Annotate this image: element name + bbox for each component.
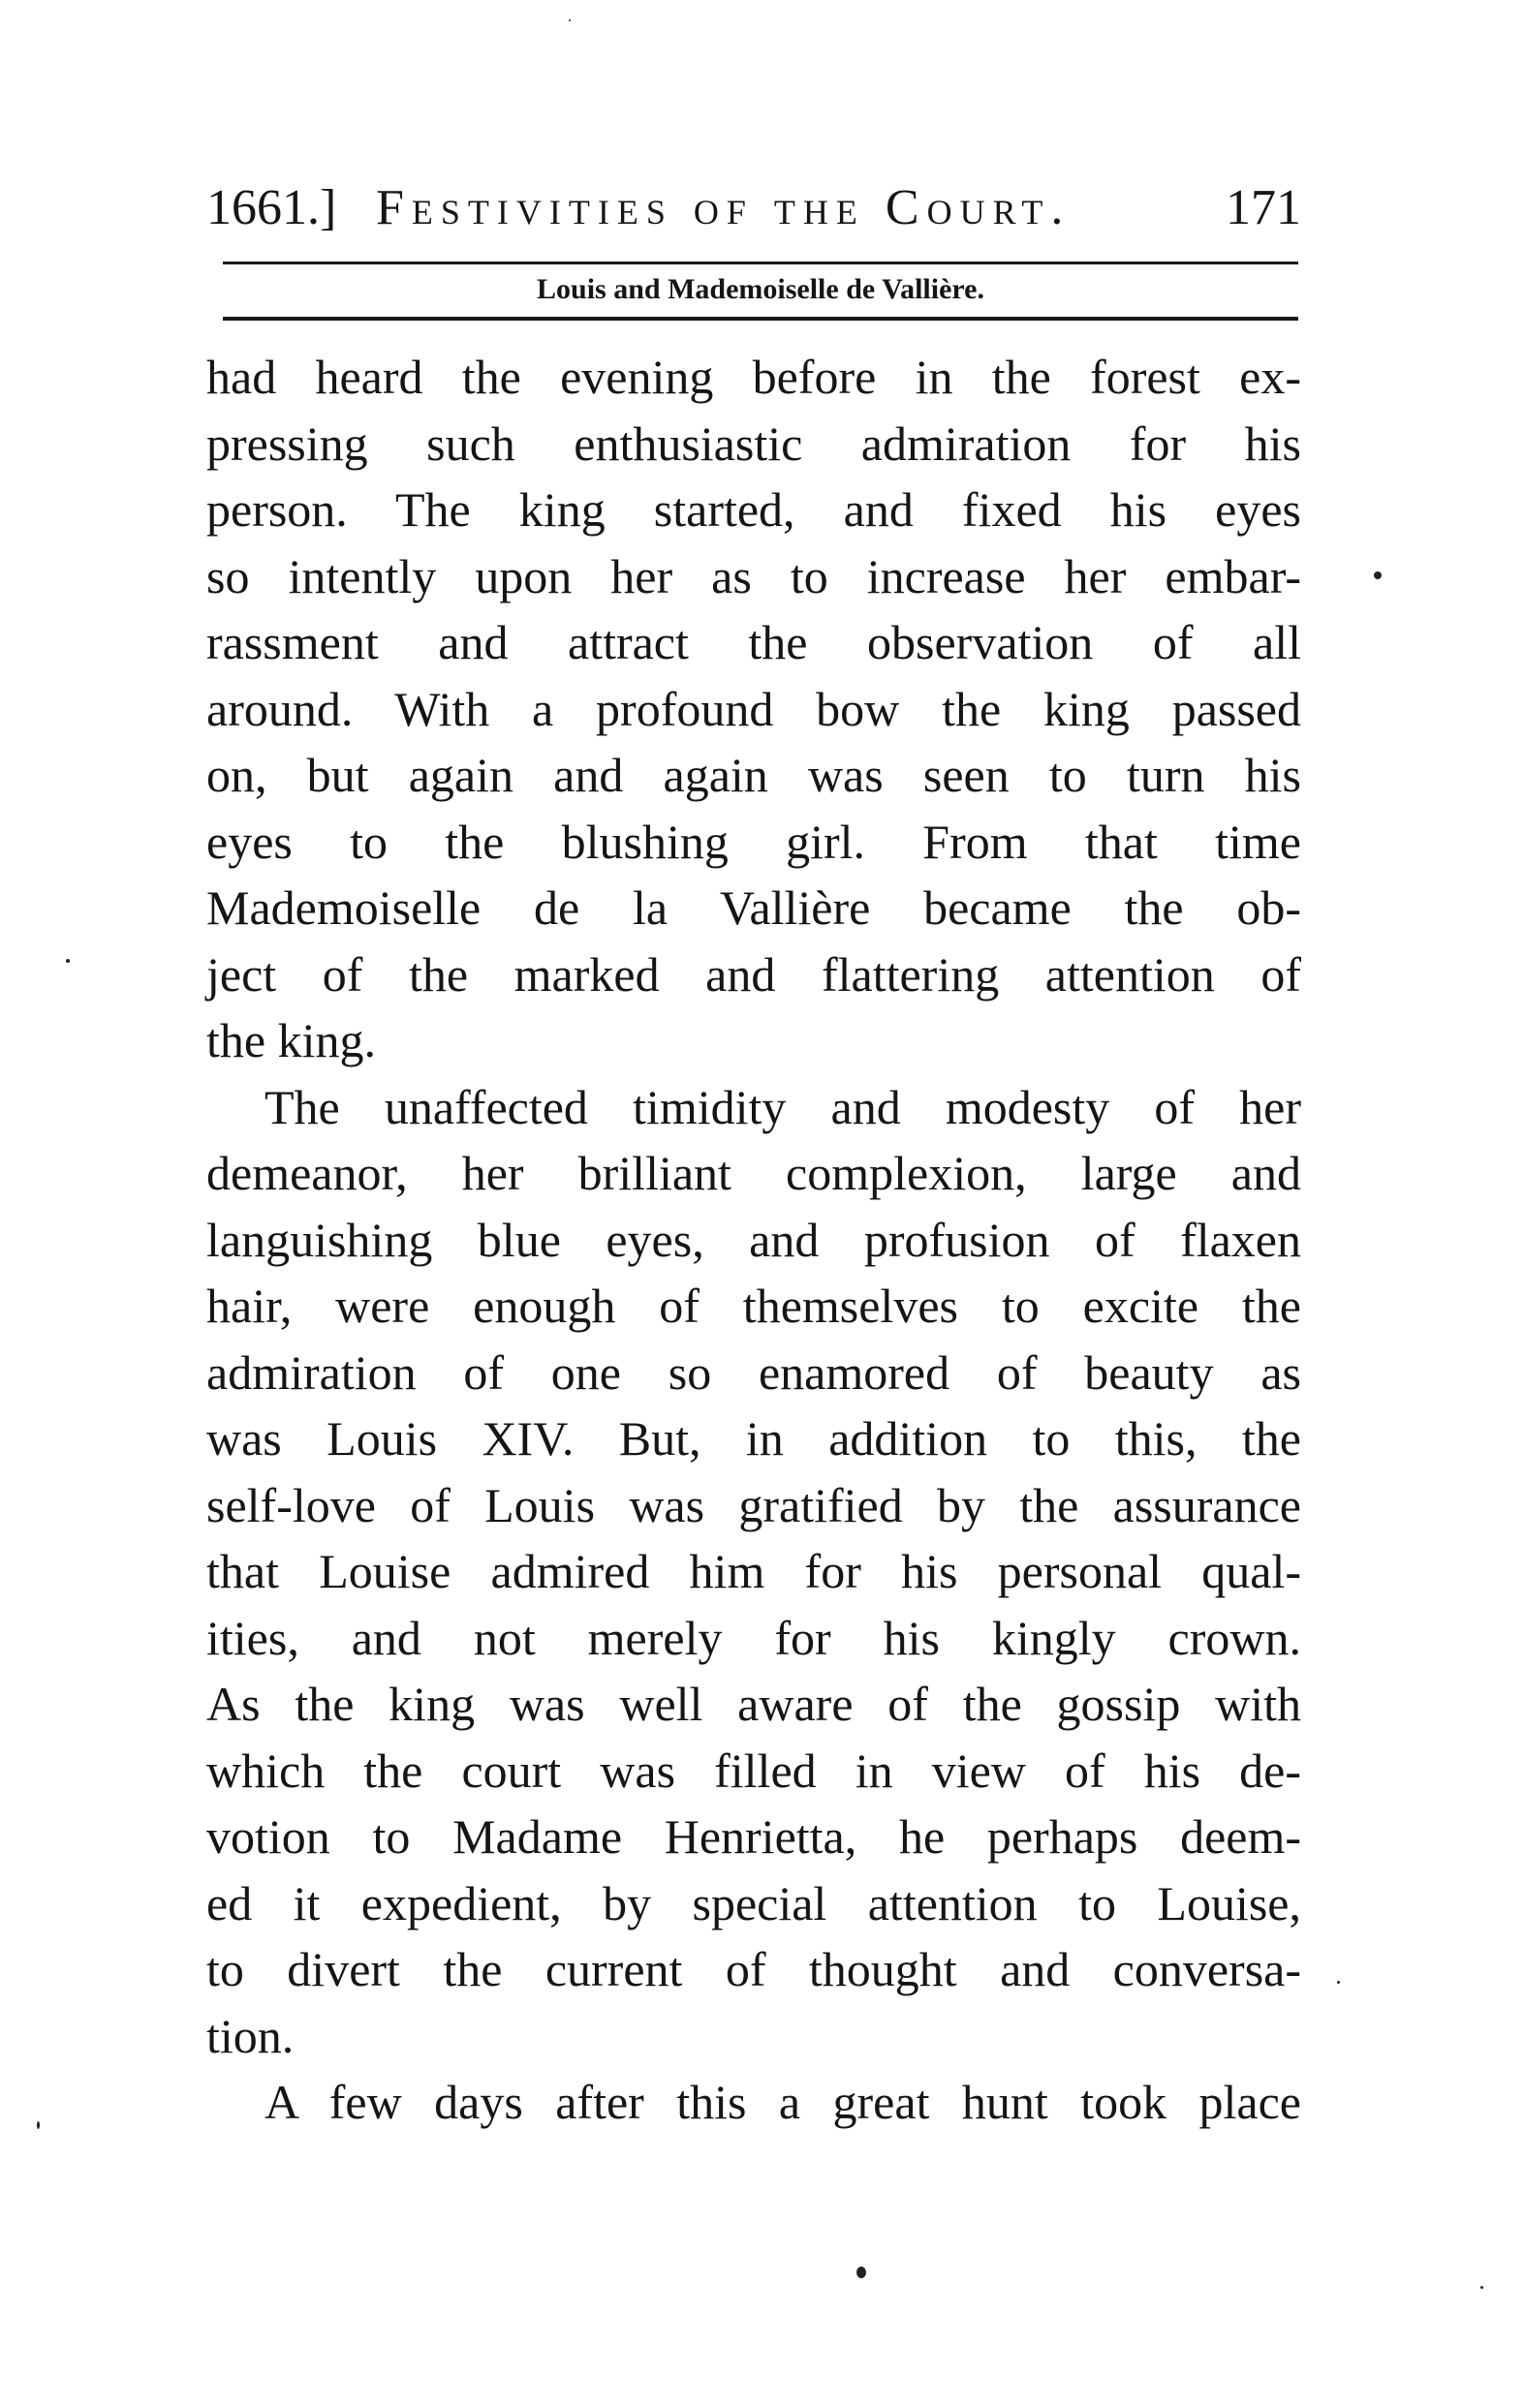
scan-speck	[856, 2267, 866, 2278]
scan-speck	[1337, 1981, 1340, 1984]
text-line: A few days after this a great hunt took place	[264, 2075, 1301, 2129]
text-line: was Louis XIV. But, in addition to this, the	[206, 1411, 1301, 1466]
body-text	[206, 344, 1301, 2136]
scan-speck	[569, 19, 571, 21]
scan-speck	[1480, 2286, 1483, 2289]
running-head-title: Festivities of the Court.	[376, 180, 1072, 235]
text-line: to divert the current of thought and conversa-	[206, 1942, 1301, 1996]
page-number: 171	[1226, 180, 1301, 235]
text-line: votion to Madame Henrietta, he perhaps deem-	[206, 1809, 1301, 1864]
text-line: tion.	[206, 2008, 295, 2063]
text-line: demeanor, her brilliant complexion, large and	[206, 1146, 1301, 1200]
text-line: that Louise admired him for his personal qual-	[206, 1544, 1301, 1598]
text-line: so intently upon her as to increase her embar-	[206, 548, 1301, 603]
text-line: Mademoiselle de la Vallière became the ob-	[206, 880, 1301, 935]
text-line: had heard the evening before in the forest ex-	[206, 350, 1301, 404]
text-line: The unaffected timidity and modesty of her	[264, 1079, 1301, 1134]
scan-speck	[66, 959, 70, 963]
scan-speck	[37, 2121, 40, 2129]
text-line: eyes to the blushing girl. From that time	[206, 814, 1301, 869]
text-line: the king.	[206, 1013, 376, 1067]
header-rule-top	[223, 262, 1298, 264]
text-line: admiration of one so enamored of beauty as	[206, 1344, 1301, 1400]
text-line: self-love of Louis was gratified by the assurance	[206, 1477, 1301, 1532]
text-line: person. The king started, and fixed his eyes	[206, 482, 1301, 537]
text-line: pressing such enthusiastic admiration for his	[206, 416, 1301, 471]
running-head-year: 1661.]	[206, 180, 337, 235]
text-line: ed it expedient, by special attention to Louise,	[206, 1875, 1301, 1930]
scan-speck	[1374, 571, 1382, 579]
text-line: ities, and not merely for his kingly crown.	[206, 1610, 1301, 1665]
text-line: ject of the marked and flattering attention of	[206, 946, 1301, 1002]
text-line: languishing blue eyes, and profusion of flaxen	[206, 1212, 1301, 1267]
text-line: which the court was filled in view of his de-	[206, 1743, 1301, 1798]
text-line: As the king was well aware of the gossip with	[206, 1677, 1301, 1731]
running-head	[206, 174, 1301, 242]
section-subhead: Louis and Mademoiselle de Vallière.	[537, 273, 984, 305]
text-line: rassment and attract the observation of all	[206, 615, 1301, 669]
header-rule-bottom	[223, 317, 1298, 321]
text-line: on, but again and again was seen to turn his	[206, 748, 1301, 802]
text-line: around. With a profound bow the king passed	[206, 681, 1301, 736]
text-line: hair, were enough of themselves to excite the	[206, 1279, 1301, 1333]
